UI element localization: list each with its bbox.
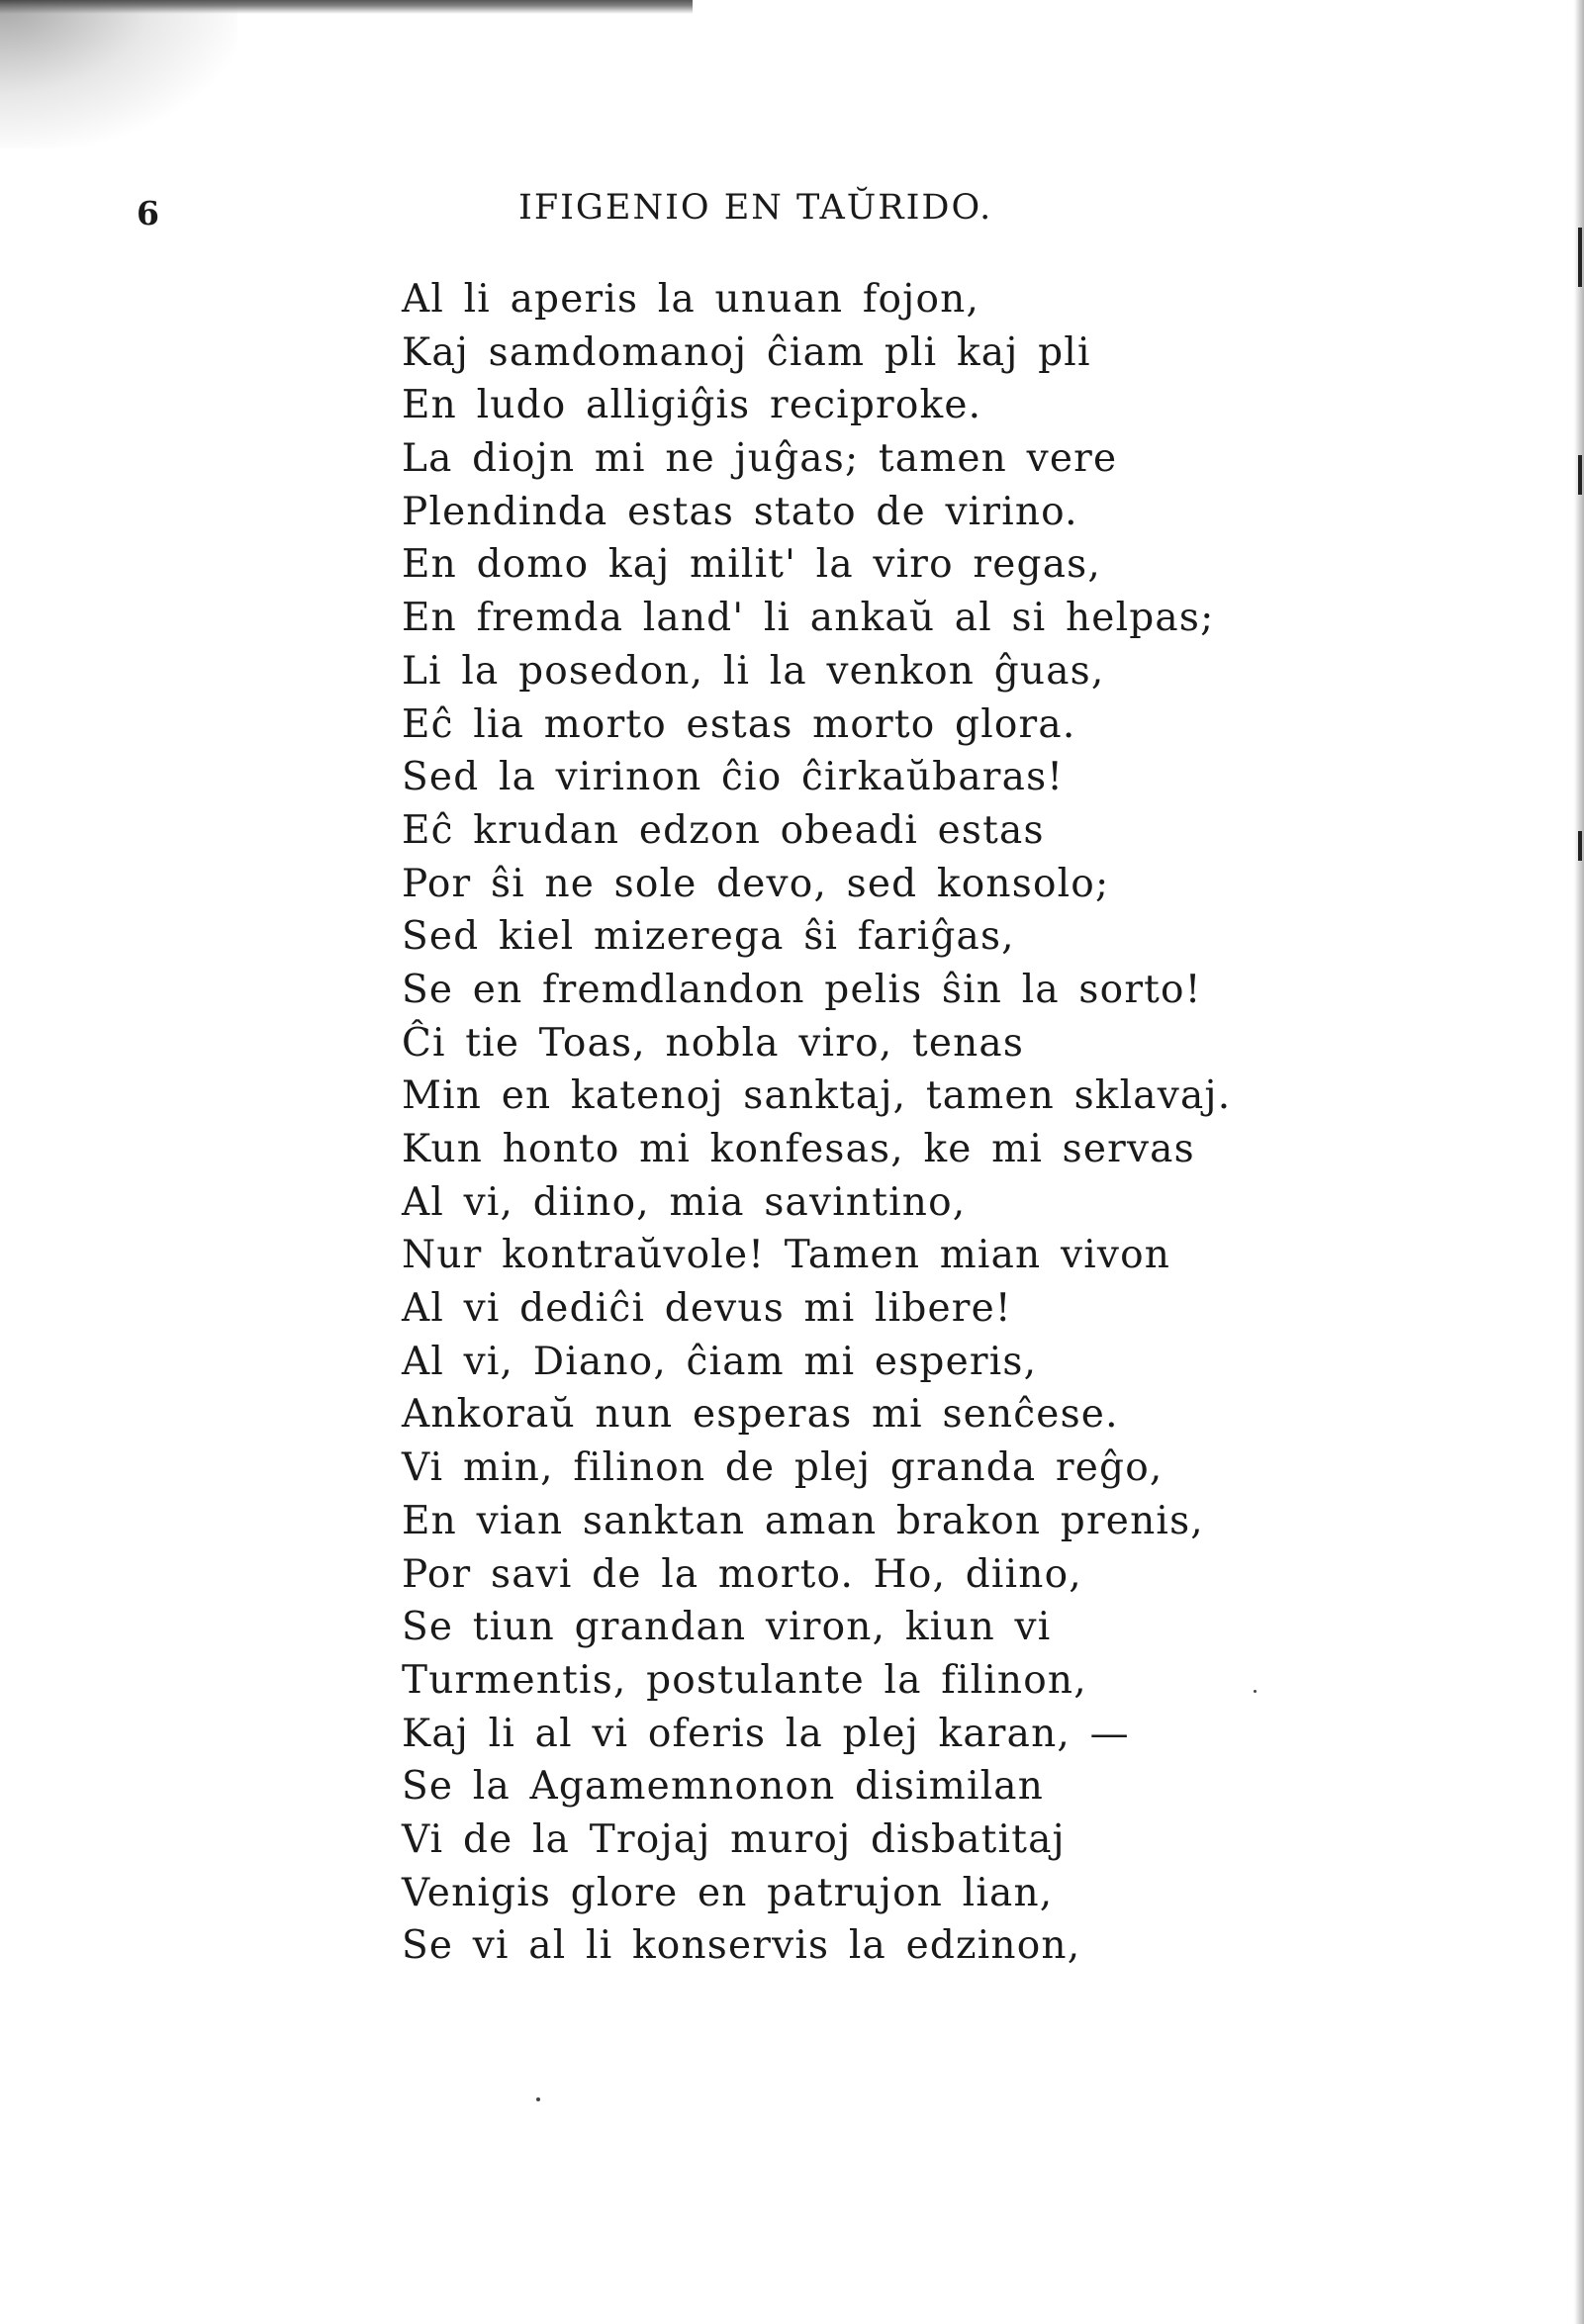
scan-shadow-corner [0, 0, 237, 148]
verse-line: Nur kontraŭvole! Tamen mian vivon [402, 1233, 1171, 1278]
verse-line: Plendinda estas stato de virino. [402, 489, 1078, 534]
verse-line: Sed la virinon ĉio ĉirkaŭbaras! [402, 755, 1065, 800]
verse-line: Ĉi tie Toas, nobla viro, tenas [402, 1020, 1025, 1066]
verse-line: Al vi dediĉi devus mi libere! [402, 1286, 1012, 1332]
verse-line: En domo kaj milit' la viro regas, [402, 542, 1101, 588]
scan-speck [1254, 1690, 1257, 1693]
scan-shadow-right [1574, 0, 1584, 2324]
verse-line: Por savi de la morto. Ho, diino, [402, 1551, 1082, 1597]
verse-line: La diojn mi ne juĝas; tamen vere [402, 436, 1118, 482]
verse-line: Turmentis, postulante la filinon, [402, 1657, 1087, 1703]
verse-line: Por ŝi ne sole devo, sed konsolo; [402, 861, 1110, 906]
verse-block [402, 273, 1231, 1973]
verse-line: Li la posedon, li la venkon ĝuas, [402, 648, 1105, 694]
verse-line: En fremda land' li ankaŭ al si helpas; [402, 596, 1215, 641]
verse-line: Kaj li al vi oferis la plej karan, — [402, 1711, 1130, 1756]
verse-line: En vian sanktan aman brakon prenis, [402, 1498, 1204, 1543]
verse-line: Venigis glore en patrujon lian, [402, 1870, 1054, 1915]
verse-line: Min en katenoj sanktaj, tamen sklavaj. [402, 1073, 1232, 1119]
verse-line: Eĉ lia morto estas morto glora. [402, 701, 1076, 747]
verse-line: Se vi al li konservis la edzinon, [402, 1923, 1081, 1969]
running-head: IFIGENIO EN TAŬRIDO. [518, 188, 993, 228]
scan-edge-mark [1578, 455, 1582, 495]
verse-line: Se la Agamemnonon disimilan [402, 1764, 1045, 1810]
verse-line: Al li aperis la unuan fojon, [402, 277, 980, 322]
verse-line: Ankoraŭ nun esperas mi senĉese. [402, 1392, 1119, 1438]
verse-line: Vi de la Trojaj muroj disbatitaj [402, 1816, 1066, 1862]
verse-line: Kaj samdomanoj ĉiam pli kaj pli [402, 329, 1091, 375]
scan-speck [536, 2097, 540, 2101]
page-number: 6 [137, 194, 159, 232]
verse-line: Al vi, diino, mia savintino, [402, 1179, 967, 1225]
verse-line: Sed kiel mizerega ŝi fariĝas, [402, 914, 1015, 960]
scan-edge-mark [1578, 228, 1582, 287]
verse-line: Se en fremdlandon pelis ŝin la sorto! [402, 967, 1202, 1012]
scan-edge-mark [1578, 831, 1582, 861]
verse-line: Se tiun grandan viron, kiun vi [402, 1605, 1052, 1650]
scan-shadow-top [0, 0, 693, 14]
verse-line: Eĉ krudan edzon obeadi estas [402, 807, 1045, 853]
verse-line: Al vi, Diano, ĉiam mi esperis, [402, 1339, 1038, 1384]
verse-line: En ludo alligiĝis reciproke. [402, 383, 982, 428]
verse-line: Vi min, filinon de plej granda reĝo, [402, 1445, 1164, 1491]
verse-line: Kun honto mi konfesas, ke mi servas [402, 1127, 1195, 1171]
